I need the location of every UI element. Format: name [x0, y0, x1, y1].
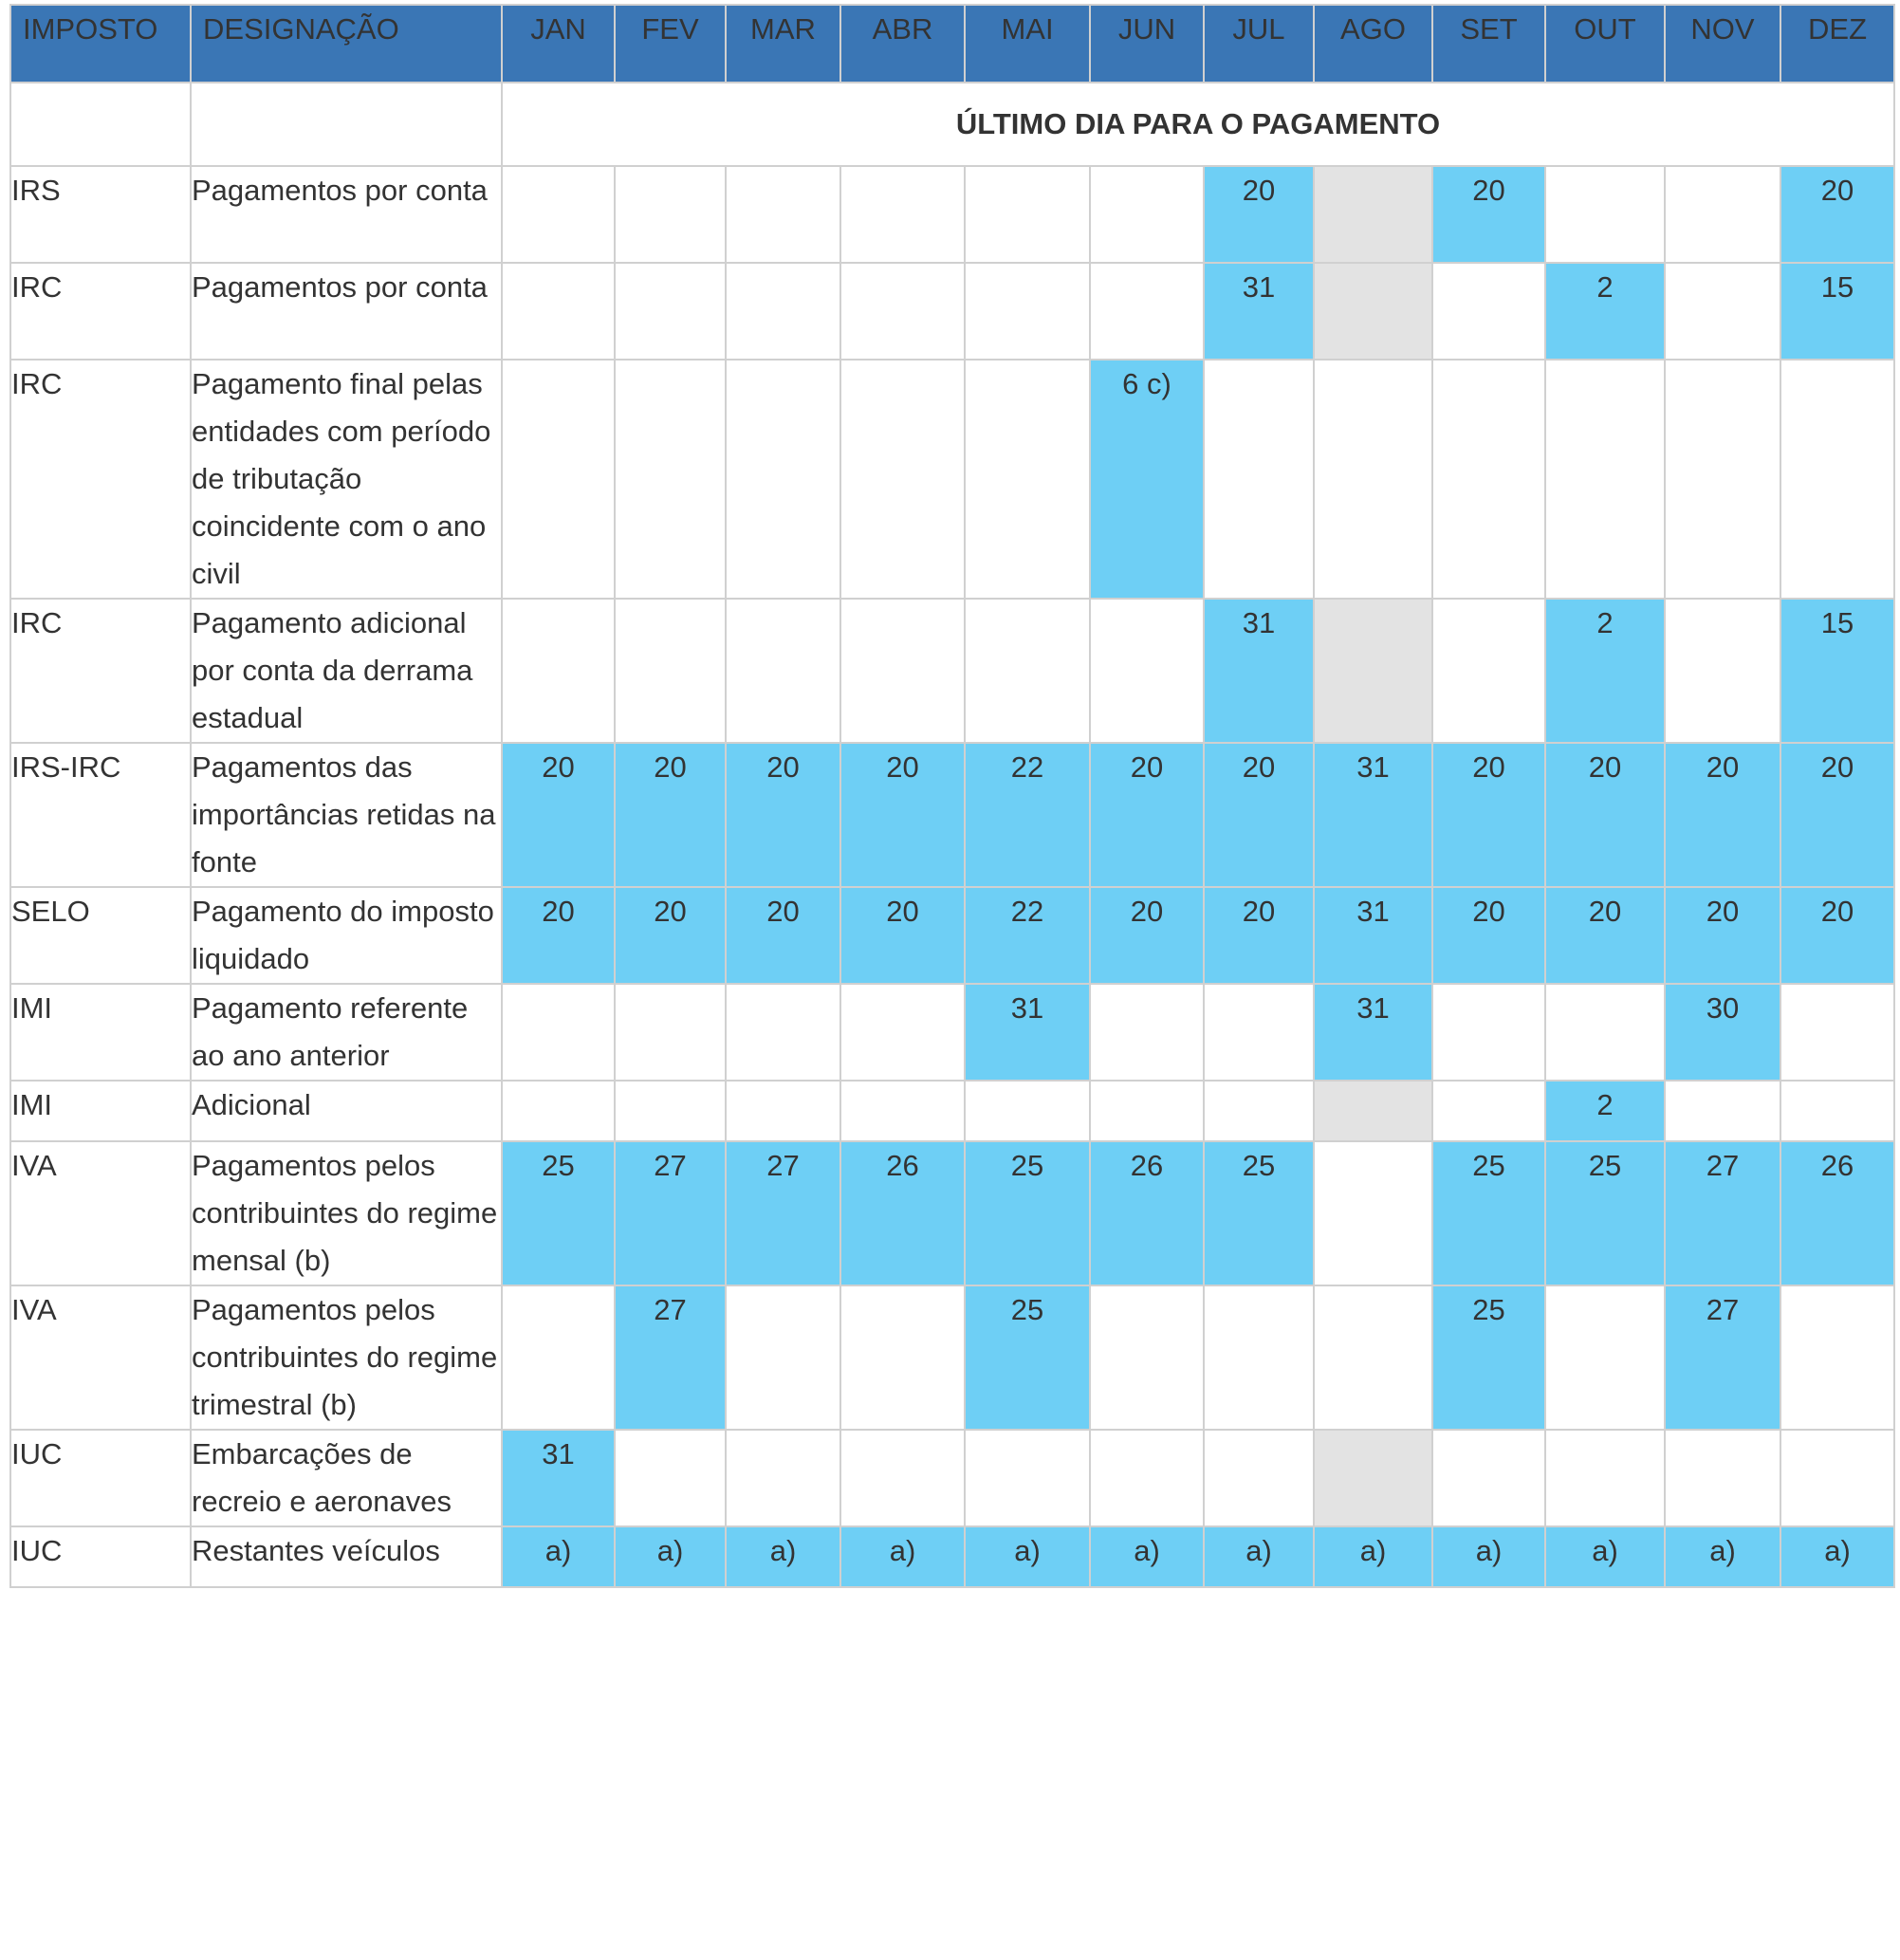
table-row: [10, 166, 1894, 263]
month-cell: [1665, 360, 1780, 599]
table-row: [10, 887, 1894, 984]
month-cell: [1090, 166, 1204, 263]
table-row: [10, 1526, 1894, 1587]
month-cell: 20: [1204, 743, 1314, 887]
month-cell: [1314, 1141, 1432, 1285]
month-cell: 15: [1780, 263, 1894, 360]
imposto-cell: SELO: [10, 887, 191, 984]
month-cell: [1204, 360, 1314, 599]
month-cell: a): [502, 1526, 615, 1587]
month-cell: [1204, 1285, 1314, 1430]
month-cell: [1204, 984, 1314, 1081]
table-row: [10, 599, 1894, 743]
month-cell: [1545, 360, 1665, 599]
designacao-cell: Pagamentos das importâncias retidas na fonte: [191, 743, 502, 887]
month-cell: a): [965, 1526, 1090, 1587]
month-cell: [965, 263, 1090, 360]
month-cell: 31: [965, 984, 1090, 1081]
month-cell: [840, 1430, 965, 1526]
month-cell: [1780, 1430, 1894, 1526]
table-row: [10, 360, 1894, 599]
month-cell: 20: [1432, 887, 1545, 984]
month-cell: 27: [615, 1141, 726, 1285]
month-cell: 20: [1204, 166, 1314, 263]
month-cell: 20: [1665, 887, 1780, 984]
month-cell: [502, 1081, 615, 1141]
month-cell: 20: [1780, 887, 1894, 984]
month-cell: 6 c): [1090, 360, 1204, 599]
month-cell: [965, 599, 1090, 743]
imposto-cell: IRC: [10, 263, 191, 360]
header-month: OUT: [1545, 5, 1665, 83]
header-month: NOV: [1665, 5, 1780, 83]
month-cell: [1780, 1285, 1894, 1430]
month-cell: [1432, 263, 1545, 360]
month-cell: [726, 1081, 840, 1141]
header-month: JAN: [502, 5, 615, 83]
table-row: [10, 263, 1894, 360]
empty-cell: [10, 83, 191, 166]
month-cell: [1665, 263, 1780, 360]
month-cell: [615, 166, 726, 263]
month-cell: a): [1665, 1526, 1780, 1587]
month-cell: a): [615, 1526, 726, 1587]
month-cell: [840, 984, 965, 1081]
designacao-cell: Pagamentos pelos contribuintes do regime mensal (b): [191, 1141, 502, 1285]
month-cell: 25: [1432, 1141, 1545, 1285]
month-cell: 30: [1665, 984, 1780, 1081]
month-cell: [1665, 599, 1780, 743]
month-cell: 20: [840, 743, 965, 887]
month-cell: a): [1432, 1526, 1545, 1587]
month-cell: 26: [1780, 1141, 1894, 1285]
month-cell: 20: [1432, 743, 1545, 887]
month-cell: a): [1545, 1526, 1665, 1587]
month-cell: [1314, 1285, 1432, 1430]
designacao-cell: Pagamento adicional por conta da derrama estadual: [191, 599, 502, 743]
imposto-cell: IRC: [10, 360, 191, 599]
month-cell: [1090, 599, 1204, 743]
month-cell: [726, 984, 840, 1081]
month-cell: a): [726, 1526, 840, 1587]
month-cell: 20: [840, 887, 965, 984]
month-cell: [1545, 166, 1665, 263]
month-cell: [726, 599, 840, 743]
header-month: ABR: [840, 5, 965, 83]
month-cell: 20: [1204, 887, 1314, 984]
month-cell: 27: [726, 1141, 840, 1285]
month-cell: 31: [1204, 599, 1314, 743]
month-cell: 25: [502, 1141, 615, 1285]
month-cell: 31: [1314, 984, 1432, 1081]
month-cell: [502, 984, 615, 1081]
month-cell: [1545, 1430, 1665, 1526]
header-imposto: IMPOSTO: [10, 5, 191, 83]
month-cell: 27: [1665, 1285, 1780, 1430]
designacao-cell: Restantes veículos: [191, 1526, 502, 1587]
designacao-cell: Pagamento final pelas entidades com período de tributação coincidente com o ano civil: [191, 360, 502, 599]
subtitle-row: [10, 83, 1894, 166]
month-cell: [1780, 360, 1894, 599]
designacao-cell: Adicional: [191, 1081, 502, 1141]
month-cell: [1780, 1081, 1894, 1141]
month-cell: [502, 1285, 615, 1430]
month-cell: 27: [1665, 1141, 1780, 1285]
month-cell: 20: [1090, 743, 1204, 887]
month-cell: [502, 360, 615, 599]
month-cell: [1665, 1081, 1780, 1141]
month-cell: 25: [965, 1285, 1090, 1430]
imposto-cell: IVA: [10, 1285, 191, 1430]
month-cell: 20: [1090, 887, 1204, 984]
month-cell: [615, 984, 726, 1081]
designacao-cell: Pagamentos por conta: [191, 166, 502, 263]
table-row: [10, 1081, 1894, 1141]
table-row: [10, 1285, 1894, 1430]
month-cell: [1545, 984, 1665, 1081]
month-cell: [1090, 1285, 1204, 1430]
month-cell: [1314, 360, 1432, 599]
month-cell: a): [1314, 1526, 1432, 1587]
month-cell: 20: [615, 743, 726, 887]
month-cell: [726, 360, 840, 599]
month-cell: [1090, 984, 1204, 1081]
month-cell: [1665, 1430, 1780, 1526]
month-cell: a): [1090, 1526, 1204, 1587]
designacao-cell: Pagamentos por conta: [191, 263, 502, 360]
month-cell: [1432, 360, 1545, 599]
month-cell: [965, 360, 1090, 599]
month-cell: [502, 599, 615, 743]
month-cell: [1432, 1430, 1545, 1526]
imposto-cell: IRS: [10, 166, 191, 263]
month-cell: [840, 166, 965, 263]
month-cell: 26: [840, 1141, 965, 1285]
month-cell: 22: [965, 887, 1090, 984]
month-cell: [840, 360, 965, 599]
month-cell: [1090, 263, 1204, 360]
month-cell: [840, 263, 965, 360]
month-cell: 20: [615, 887, 726, 984]
header-month: JUN: [1090, 5, 1204, 83]
month-cell: [1314, 1081, 1432, 1141]
month-cell: 20: [1545, 887, 1665, 984]
month-cell: 25: [1204, 1141, 1314, 1285]
month-cell: [840, 599, 965, 743]
month-cell: 2: [1545, 1081, 1665, 1141]
month-cell: 2: [1545, 599, 1665, 743]
month-cell: 25: [1432, 1285, 1545, 1430]
month-cell: [615, 360, 726, 599]
month-cell: [965, 1081, 1090, 1141]
month-cell: 15: [1780, 599, 1894, 743]
month-cell: [1780, 984, 1894, 1081]
month-cell: [1204, 1081, 1314, 1141]
imposto-cell: IRC: [10, 599, 191, 743]
designacao-cell: Pagamentos pelos contribuintes do regime trimestral (b): [191, 1285, 502, 1430]
month-cell: [965, 1430, 1090, 1526]
month-cell: 31: [502, 1430, 615, 1526]
month-cell: [1204, 1430, 1314, 1526]
month-cell: [726, 166, 840, 263]
month-cell: 20: [1780, 743, 1894, 887]
header-row: [10, 5, 1894, 83]
month-cell: [615, 263, 726, 360]
table-row: [10, 743, 1894, 887]
month-cell: [965, 166, 1090, 263]
month-cell: [1314, 1430, 1432, 1526]
imposto-cell: IVA: [10, 1141, 191, 1285]
imposto-cell: IUC: [10, 1430, 191, 1526]
imposto-cell: IMI: [10, 984, 191, 1081]
month-cell: [1090, 1430, 1204, 1526]
month-cell: 20: [726, 743, 840, 887]
month-cell: 31: [1314, 887, 1432, 984]
month-cell: [1090, 1081, 1204, 1141]
month-cell: 26: [1090, 1141, 1204, 1285]
month-cell: [726, 263, 840, 360]
month-cell: 25: [965, 1141, 1090, 1285]
table-row: [10, 1141, 1894, 1285]
header-month: MAR: [726, 5, 840, 83]
month-cell: [840, 1285, 965, 1430]
month-cell: 20: [502, 887, 615, 984]
month-cell: 20: [1665, 743, 1780, 887]
imposto-cell: IUC: [10, 1526, 191, 1587]
month-cell: [1545, 1285, 1665, 1430]
header-month: JUL: [1204, 5, 1314, 83]
month-cell: [1665, 166, 1780, 263]
month-cell: [726, 1430, 840, 1526]
month-cell: [615, 1081, 726, 1141]
month-cell: a): [840, 1526, 965, 1587]
month-cell: [1432, 1081, 1545, 1141]
month-cell: [1314, 599, 1432, 743]
month-cell: 20: [1545, 743, 1665, 887]
header-month: MAI: [965, 5, 1090, 83]
month-cell: 27: [615, 1285, 726, 1430]
designacao-cell: Pagamento referente ao ano anterior: [191, 984, 502, 1081]
designacao-cell: Pagamento do imposto liquidado: [191, 887, 502, 984]
month-cell: [840, 1081, 965, 1141]
month-cell: [1432, 599, 1545, 743]
month-cell: [502, 263, 615, 360]
month-cell: 31: [1204, 263, 1314, 360]
month-cell: 20: [502, 743, 615, 887]
imposto-cell: IMI: [10, 1081, 191, 1141]
subtitle-label: ÚLTIMO DIA PARA O PAGAMENTO: [502, 83, 1894, 166]
header-month: SET: [1432, 5, 1545, 83]
month-cell: 22: [965, 743, 1090, 887]
month-cell: [1432, 984, 1545, 1081]
month-cell: 20: [1780, 166, 1894, 263]
month-cell: [1314, 263, 1432, 360]
month-cell: 20: [726, 887, 840, 984]
table-row: [10, 1430, 1894, 1526]
table-row: [10, 984, 1894, 1081]
month-cell: 2: [1545, 263, 1665, 360]
month-cell: [726, 1285, 840, 1430]
month-cell: a): [1204, 1526, 1314, 1587]
month-cell: [615, 1430, 726, 1526]
header-month: FEV: [615, 5, 726, 83]
header-month: DEZ: [1780, 5, 1894, 83]
designacao-cell: Embarcações de recreio e aeronaves: [191, 1430, 502, 1526]
month-cell: a): [1780, 1526, 1894, 1587]
empty-cell: [191, 83, 502, 166]
month-cell: [1314, 166, 1432, 263]
month-cell: [615, 599, 726, 743]
month-cell: 20: [1432, 166, 1545, 263]
imposto-cell: IRS-IRC: [10, 743, 191, 887]
header-month: AGO: [1314, 5, 1432, 83]
month-cell: [502, 166, 615, 263]
header-designacao: DESIGNAÇÃO: [191, 5, 502, 83]
tax-calendar-table: [9, 4, 1895, 1588]
month-cell: 25: [1545, 1141, 1665, 1285]
month-cell: 31: [1314, 743, 1432, 887]
